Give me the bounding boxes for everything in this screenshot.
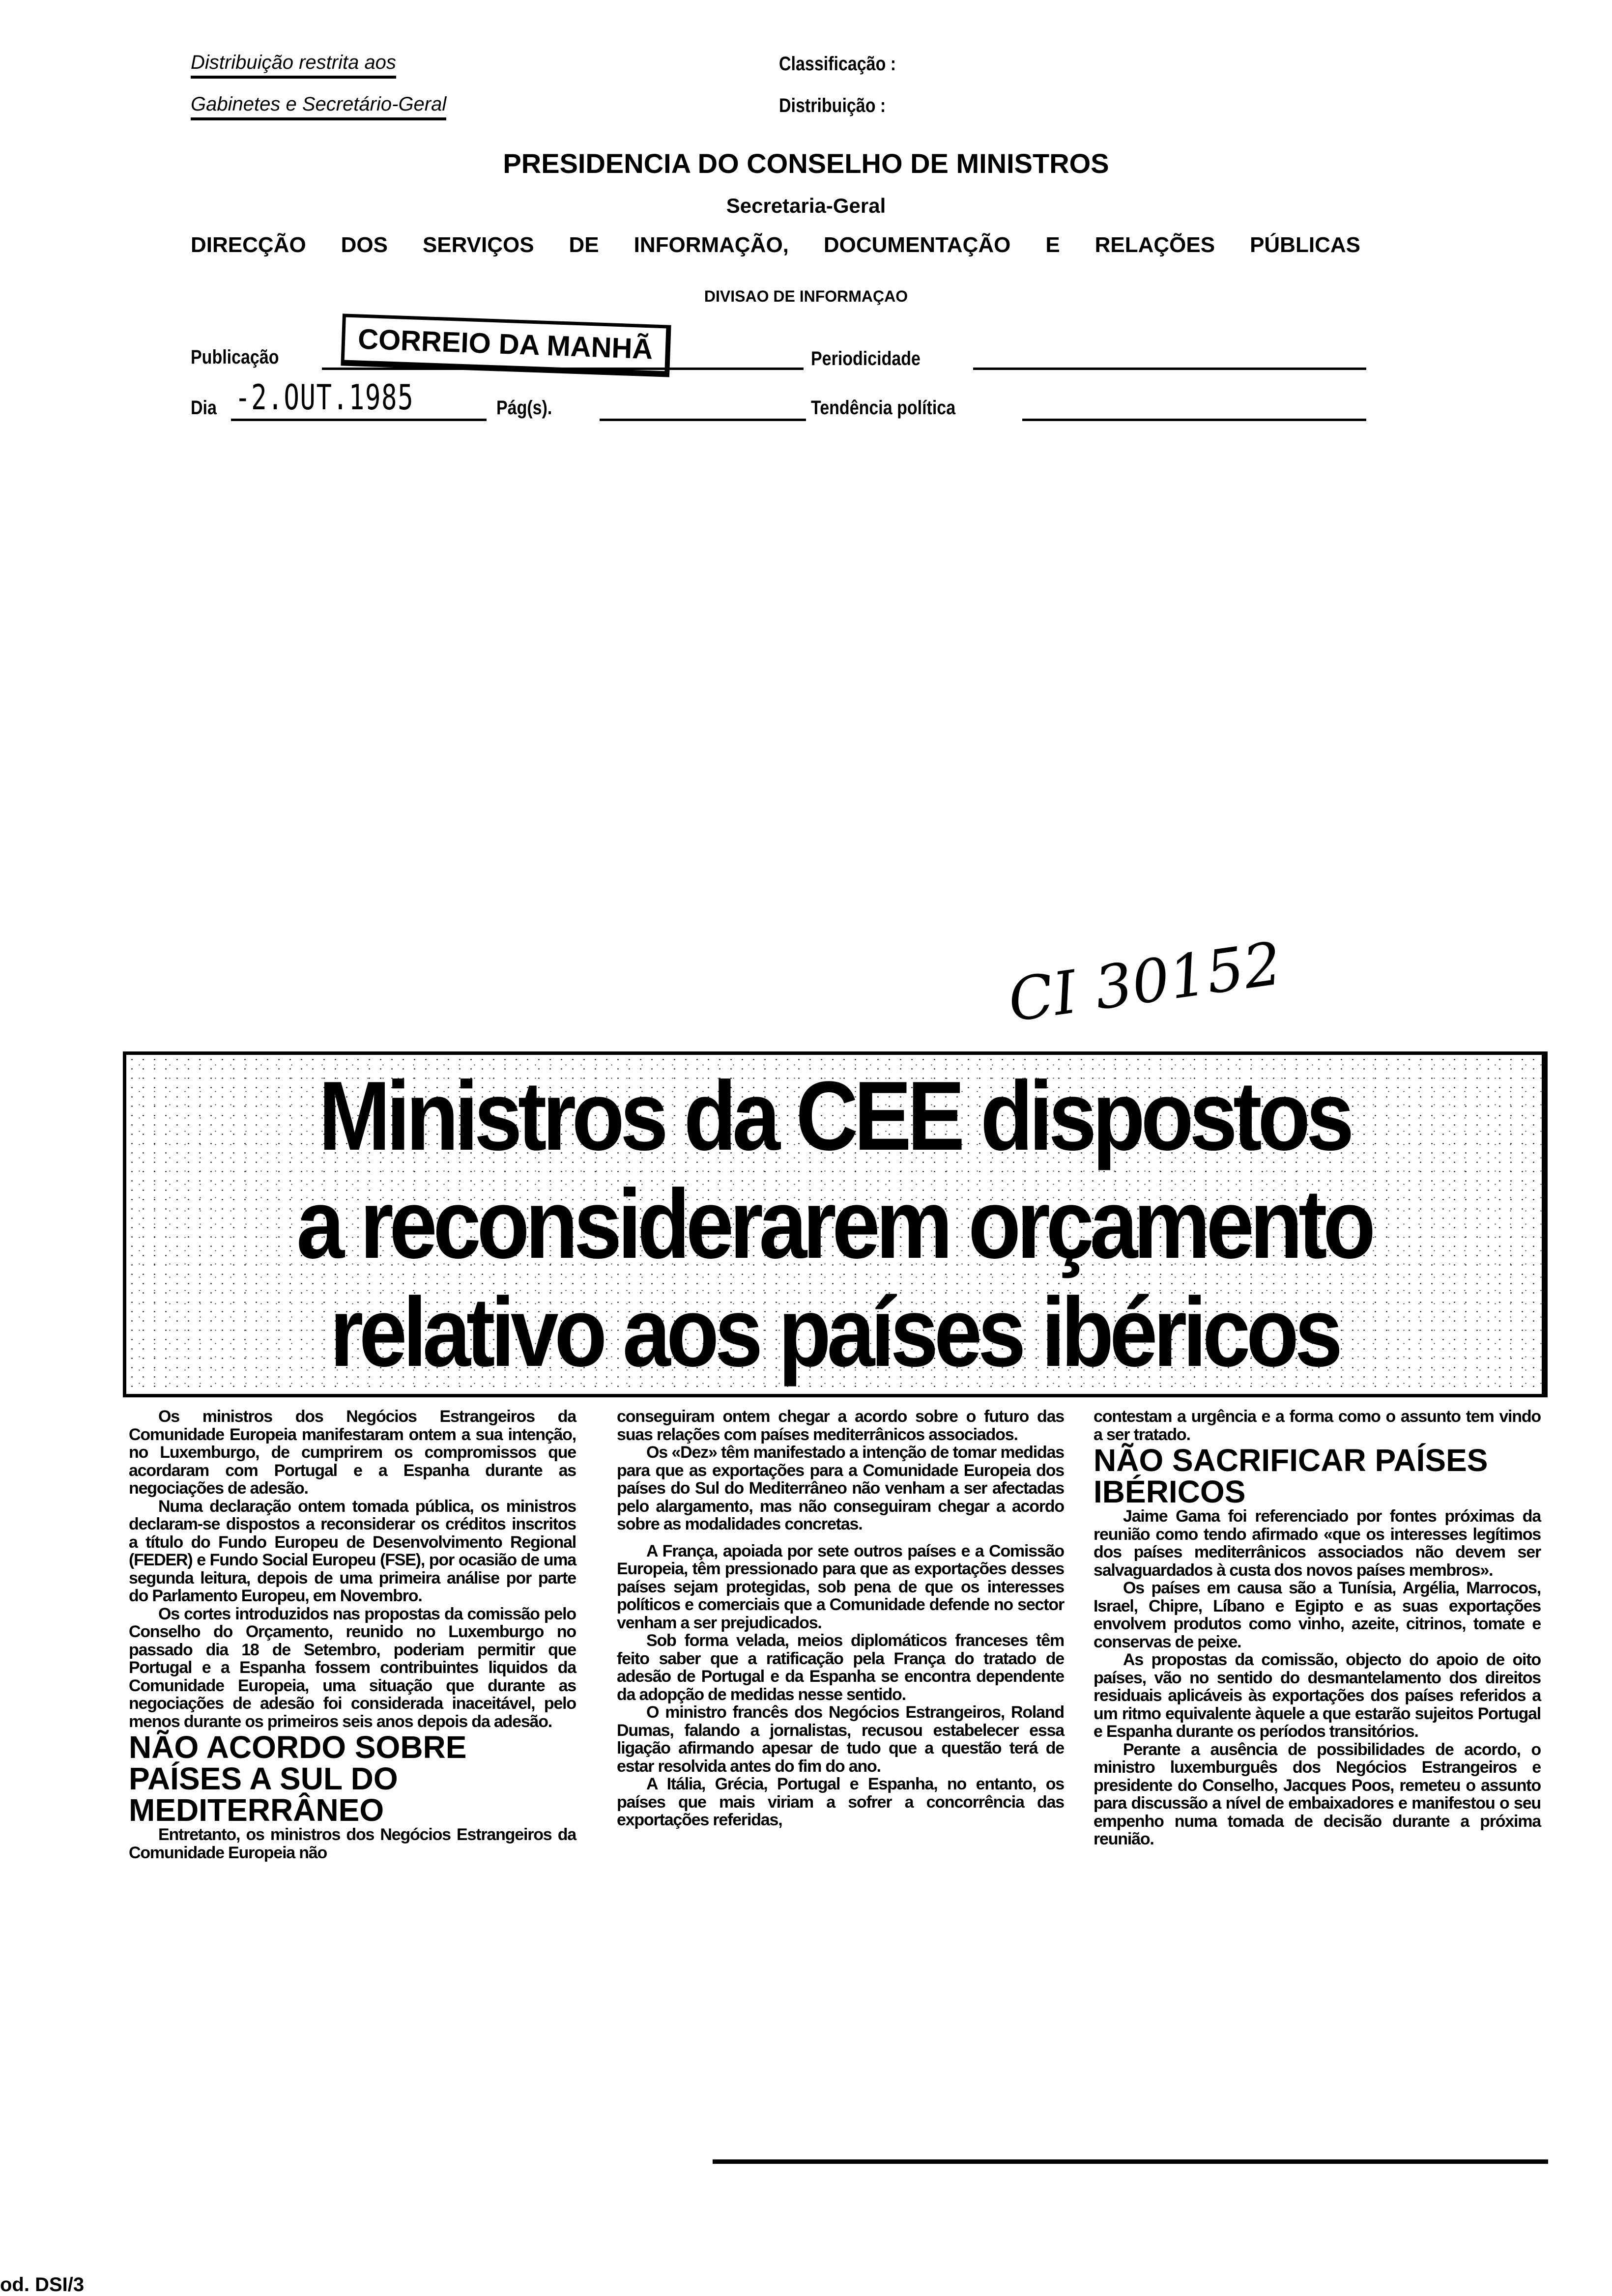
direction-line (191, 233, 1360, 257)
publication-stamp: CORREIO DA MANHÃ (341, 313, 671, 377)
direction-word: E (1045, 233, 1060, 257)
paragraph: Os ministros dos Negócios Estrangeiros da Comunidade Europeia manifestaram ontem a sua intenção, no Luxemburgo, de cumprirem os compromissos que acordaram com Portugal e a Espanha durante as negociações de adesão. (129, 1407, 576, 1498)
political-tendency-field-line (1022, 419, 1366, 421)
paragraph: A França, apoiada por sete outros países e a Comissão Europeia, têm pressionado para que as exportações desses países sejam protegidas, sob pena de que os interesses políticos e comerciais que a Comunidade defende no sector venham a ser prejudicados. (617, 1541, 1064, 1632)
headline-line-3: relativo aos países ibéricos (329, 1277, 1339, 1387)
restricted-distribution-line1: Distribuição restrita aos (191, 52, 396, 79)
paragraph: As propostas da comissão, objecto do apoio de oito países, vão no sentido do desmantelamento dos direitos residuais aplicáveis às exportações dos países referidos a um ritmo equivalente àquele a que estarão sujeitos Portugal e Espanha durante os períodos transitórios. (1094, 1650, 1541, 1741)
headline-line-1: Ministros da CEE dispostos (318, 1061, 1350, 1171)
direction-word: SERVIÇOS (422, 233, 534, 257)
article-column-1 (129, 1408, 576, 1862)
paragraph: Perante a ausência de possibilidades de acordo, o ministro luxemburguês dos Negócios Estrangeiros e presidente do Conselho, Jacques Poos, remeteu o assunto para discussão a nível de embaixadores e manifestou o seu empenho numa tomada de decisão durante a próxima reunião. (1094, 1740, 1541, 1848)
paragraph: Jaime Gama foi referenciado por fontes próximas da reunião como tendo afirmado «que os interesses legítimos dos países mediterrânicos associados não devem ser salvaguardados à custa dos novos países membros». (1094, 1507, 1541, 1580)
division-label: DIVISAO DE INFORMAÇAO (704, 287, 908, 305)
direction-word: PÚBLICAS (1250, 233, 1360, 257)
direction-word: DOCUMENTAÇÃO (823, 233, 1011, 257)
handwritten-annotation: CI 30152 (1004, 929, 1286, 1036)
paragraph: Sob forma velada, meios diplomáticos franceses têm feito saber que a ratificação pela França do tratado de adesão de Portugal e da Espanha se encontra dependente da adopção de medidas nesse sentido. (617, 1631, 1064, 1704)
paragraph: O ministro francês dos Negócios Estrangeiros, Roland Dumas, falando a jornalistas, recusou estabelecer essa ligação afirmando apesar de tudo que a questão terá de estar resolvida antes do fim do ano. (617, 1703, 1064, 1776)
day-field-line (231, 419, 487, 421)
paragraph: conseguiram ontem chegar a acordo sobre o futuro das suas relações com países mediterrânicos associados. (617, 1407, 1064, 1444)
paragraph: Os países em causa são a Tunísia, Argélia, Marrocos, Israel, Chipre, Líbano e Egipto e as suas exportações envolvem produtos como vinho, azeite, citrinos, tomate e conservas de peixe. (1094, 1579, 1541, 1651)
paragraph: Entretanto, os ministros dos Negócios Estrangeiros da Comunidade Europeia não (129, 1825, 576, 1862)
publication-label: Publicação (191, 346, 279, 368)
subheading: NÃO SACRIFICAR PAÍSES IBÉRICOS (1094, 1443, 1488, 1509)
paragraph: A Itália, Grécia, Portugal e Espanha, no entanto, os países que mais viriam a sofrer a concorrência das exportações referidas, (617, 1775, 1064, 1829)
periodicity-label: Periodicidade (811, 348, 921, 369)
direction-word: DE (569, 233, 599, 257)
article-column-3 (1094, 1408, 1541, 1848)
direction-word: RELAÇÕES (1094, 233, 1215, 257)
subheading: NÃO ACORDO SOBRE PAÍSES A SUL DO MEDITERRÂNEO (129, 1729, 467, 1828)
paragraph: Os cortes introduzidos nas propostas da comissão pelo Conselho do Orçamento, reunido no Luxemburgo no passado dia 18 de Setembro, poderiam permitir que Portugal e a Espanha fossem contribuintes liquidos da Comunidade Europeia, uma situação que durante as negociações de adesão foi considerada inaceitável, pelo menos durante os primeiros seis anos depois da adesão. (129, 1604, 576, 1731)
pages-field-line (600, 419, 806, 421)
pages-label: Pág(s). (496, 397, 552, 419)
political-tendency-label: Tendência política (811, 397, 956, 419)
paragraph: Os «Dez» têm manifestado a intenção de tomar medidas para que as exportações para a Comunidade Europeia dos países do Sul do Mediterrâneo não venham a ser afectadas pelo alargamento, mas não conseguiram chegar a acordo sobre as modalidades concretas. (617, 1443, 1064, 1533)
article-bottom-rule (713, 2159, 1548, 2164)
periodicity-field-line (973, 368, 1366, 370)
classification-label: Classificação : (779, 53, 896, 75)
day-label: Dia (191, 397, 217, 419)
form-code: od. DSI/3 (0, 2274, 85, 2296)
distribution-label: Distribuição : (779, 95, 886, 116)
direction-word: DOS (341, 233, 388, 257)
paragraph: contestam a urgência e a forma como o assunto tem vindo a ser tratado. (1094, 1407, 1541, 1444)
restricted-distribution-line2: Gabinetes e Secretário-Geral (191, 93, 446, 120)
page-subtitle: Secretaria-Geral (726, 194, 886, 217)
day-value: -2.OUT.1985 (235, 377, 414, 418)
article-headline-box (123, 1051, 1548, 1397)
paragraph: Numa declaração ontem tomada pública, os ministros declaram-se dispostos a reconsiderar os créditos inscritos a título do Fundo Europeu de Desenvolvimento Regional (FEDER) e Fundo Social Europeu (FSE), por ocasião de uma segunda leitura, depois de uma primeira análise por parte do Parlamento Europeu, em Novembro. (129, 1497, 576, 1605)
direction-word: DIRECÇÃO (191, 233, 306, 257)
article-column-2 (617, 1408, 1064, 1829)
headline-line-2: a reconsiderarem orçamento (296, 1169, 1372, 1279)
direction-word: INFORMAÇÃO, (633, 233, 789, 257)
page-title: PRESIDENCIA DO CONSELHO DE MINISTROS (503, 148, 1109, 179)
